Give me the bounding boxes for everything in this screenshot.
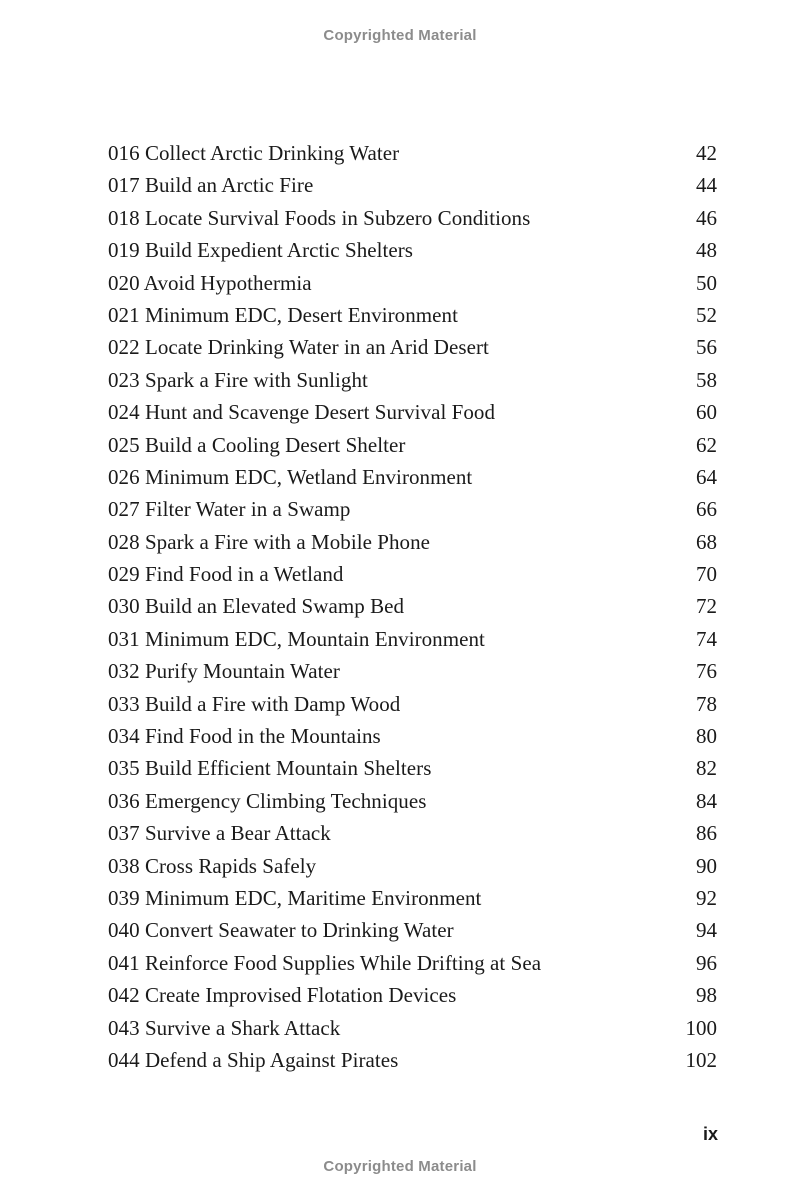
toc-entry-page: 100 [685, 1015, 717, 1040]
toc-entry-title: 036 Emergency Climbing Techniques [108, 788, 427, 813]
toc-entry [108, 234, 717, 266]
copyright-watermark-bottom: Copyrighted Material [323, 1158, 477, 1175]
toc-entry-page: 76 [696, 659, 717, 684]
toc-entry [108, 1012, 717, 1044]
toc-entry-page: 94 [696, 918, 717, 943]
toc-entry-page: 96 [696, 950, 717, 975]
toc-entry [108, 331, 717, 363]
toc-entry-title: 030 Build an Elevated Swamp Bed [108, 594, 405, 619]
toc-entry [108, 267, 717, 299]
toc-entry-title: 024 Hunt and Scavenge Desert Survival Food [108, 400, 496, 425]
toc-entry [108, 202, 717, 234]
toc-entry [108, 461, 717, 493]
toc-entry-title: 025 Build a Cooling Desert Shelter [108, 432, 406, 457]
toc-entry [108, 429, 717, 461]
toc-entry [108, 493, 717, 525]
toc-entry-title: 017 Build an Arctic Fire [108, 173, 314, 198]
toc-entry-page: 52 [696, 302, 717, 327]
toc-entry-page: 92 [696, 885, 717, 910]
toc-entry-page: 48 [696, 238, 717, 263]
toc-entry [108, 720, 717, 752]
toc-entry-page: 44 [696, 173, 717, 198]
toc-entry-title: 028 Spark a Fire with a Mobile Phone [108, 529, 431, 554]
toc-entry-page: 50 [696, 270, 717, 295]
table-of-contents [108, 137, 717, 1076]
toc-entry [108, 688, 717, 720]
toc-entry-page: 86 [696, 821, 717, 846]
toc-entry [108, 526, 717, 558]
toc-entry-title: 044 Defend a Ship Against Pirates [108, 1047, 399, 1072]
toc-entry-page: 46 [696, 205, 717, 230]
toc-entry [108, 914, 717, 946]
toc-entry-page: 80 [696, 724, 717, 749]
toc-entry-page: 78 [696, 691, 717, 716]
toc-entry-page: 70 [696, 562, 717, 587]
toc-entry-page: 82 [696, 756, 717, 781]
toc-entry-title: 043 Survive a Shark Attack [108, 1015, 341, 1040]
toc-entry [108, 850, 717, 882]
toc-entry-page: 102 [685, 1047, 717, 1072]
toc-entry-title: 023 Spark a Fire with Sunlight [108, 367, 368, 392]
toc-entry [108, 623, 717, 655]
toc-entry-title: 019 Build Expedient Arctic Shelters [108, 238, 414, 263]
toc-entry [108, 752, 717, 784]
toc-entry [108, 947, 717, 979]
toc-entry-title: 041 Reinforce Food Supplies While Drifting at Sea [108, 950, 542, 975]
toc-entry-page: 60 [696, 400, 717, 425]
toc-entry-title: 026 Minimum EDC, Wetland Environment [108, 464, 473, 489]
toc-entry-page: 58 [696, 367, 717, 392]
toc-entry-page: 72 [696, 594, 717, 619]
toc-entry [108, 364, 717, 396]
toc-entry [108, 1044, 717, 1076]
toc-entry-title: 037 Survive a Bear Attack [108, 821, 331, 846]
toc-entry-title: 033 Build a Fire with Damp Wood [108, 691, 401, 716]
toc-entry-title: 038 Cross Rapids Safely [108, 853, 317, 878]
toc-entry-page: 90 [696, 853, 717, 878]
toc-entry-title: 021 Minimum EDC, Desert Environment [108, 302, 458, 327]
toc-entry-page: 42 [696, 141, 717, 165]
toc-entry-page: 74 [696, 626, 717, 651]
copyright-watermark-top: Copyrighted Material [323, 27, 477, 44]
toc-entry-title: 018 Locate Survival Foods in Subzero Conditions [108, 205, 531, 230]
toc-entry-title: 035 Build Efficient Mountain Shelters [108, 756, 432, 781]
toc-entry [108, 882, 717, 914]
toc-entry-title: 029 Find Food in a Wetland [108, 562, 344, 587]
toc-entry-title: 020 Avoid Hypothermia [108, 270, 312, 295]
toc-entry-title: 039 Minimum EDC, Maritime Environment [108, 885, 482, 910]
toc-entry-title: 032 Purify Mountain Water [108, 659, 340, 684]
toc-entry [108, 590, 717, 622]
page-number: ix [702, 1124, 718, 1144]
toc-entry-title: 040 Convert Seawater to Drinking Water [108, 918, 454, 943]
toc-entry [108, 655, 717, 687]
toc-entry [108, 299, 717, 331]
toc-entry [108, 137, 717, 169]
toc-entry-page: 98 [696, 983, 717, 1008]
toc-entry-title: 022 Locate Drinking Water in an Arid Desert [108, 335, 489, 360]
toc-entry-page: 66 [696, 497, 717, 522]
toc-entry-title: 031 Minimum EDC, Mountain Environment [108, 626, 485, 651]
toc-entry-title: 034 Find Food in the Mountains [108, 724, 381, 749]
toc-entry-title: 042 Create Improvised Flotation Devices [108, 983, 457, 1008]
toc-entry-page: 68 [696, 529, 717, 554]
toc-entry [108, 979, 717, 1011]
toc-entry [108, 169, 717, 201]
toc-entry-page: 84 [696, 788, 717, 813]
toc-entry-page: 62 [696, 432, 717, 457]
toc-entry [108, 785, 717, 817]
toc-entry [108, 396, 717, 428]
toc-entry [108, 558, 717, 590]
toc-entry-page: 56 [696, 335, 717, 360]
toc-entry [108, 817, 717, 849]
toc-entry-page: 64 [696, 464, 717, 489]
toc-entry-title: 027 Filter Water in a Swamp [108, 497, 351, 522]
toc-entry-title: 016 Collect Arctic Drinking Water [108, 141, 400, 165]
